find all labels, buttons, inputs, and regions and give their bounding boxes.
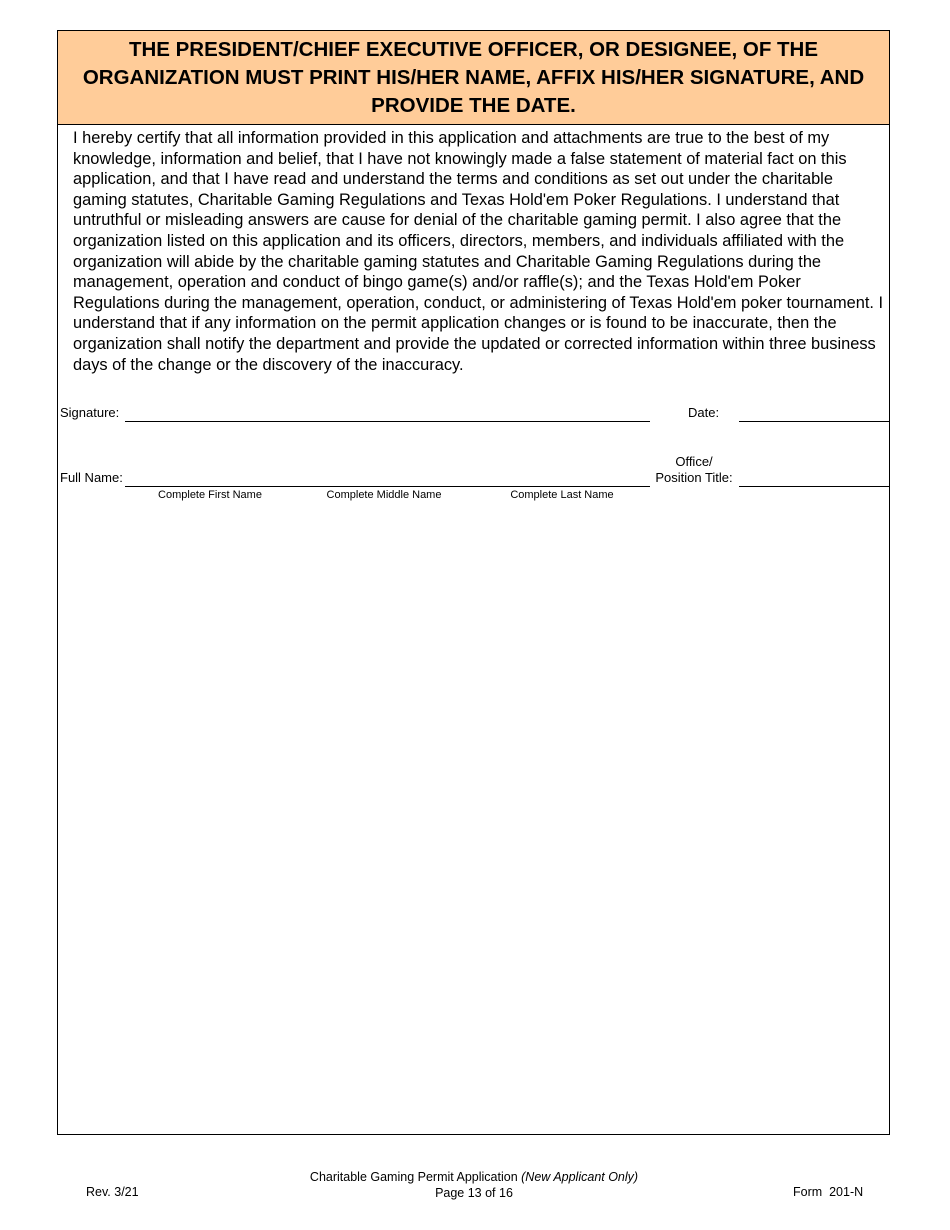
form-frame xyxy=(57,30,890,1135)
application-title-text: Charitable Gaming Permit Application xyxy=(309,1170,522,1184)
middle-name-caption: Complete Middle Name xyxy=(326,489,442,501)
signature-label: Signature: xyxy=(60,405,120,420)
application-title-qualifier: (New Applicant Only) xyxy=(521,1170,639,1184)
date-label: Date: xyxy=(688,405,720,420)
first-name-caption: Complete First Name xyxy=(158,489,262,501)
page-number: Page 13 of 16 xyxy=(435,1186,513,1200)
office-title-line[interactable] xyxy=(739,486,890,487)
office-label-line1: Office/ xyxy=(675,454,713,469)
application-title xyxy=(274,1170,674,1185)
office-label-line2: Position Title: xyxy=(655,470,733,485)
instruction-header: THE PRESIDENT/CHIEF EXECUTIVE OFFICER, OR DESIGNEE, OF THE ORGANIZATION MUST PRINT HIS/HER NAME, AFFIX HIS/HER SIGNATURE, AND PROVIDE THE DATE. xyxy=(58,31,889,125)
full-name-line[interactable] xyxy=(125,486,650,487)
full-name-label: Full Name: xyxy=(60,470,123,485)
revision-date: Rev. 3/21 xyxy=(86,1185,139,1199)
last-name-caption: Complete Last Name xyxy=(510,489,614,501)
certification-statement: I hereby certify that all information provided in this application and attachments are true to the best of my knowledge, information and belief, that I have not knowingly made a false statement of material fact on this application, and that I have read and understand the terms and conditions as set out under the charitable gaming statutes, Charitable Gaming Regulations and Texas Hold'em Poker Regulations. I understand that untruthful or misleading answers are cause for denial of the charitable gaming permit. I also agree that the organization listed on this application and its officers, directors, members, and individuals affiliated with the organization will abide by the charitable gaming statutes and Charitable Gaming Regulations during the management, operation and conduct of bingo game(s) and/or raffle(s); and the Texas Hold'em Poker Regulations during the management, operation, conduct, or administering of Texas Hold'em poker tournament. I understand that if any information on the permit application changes or is found to be inaccurate, then the organization shall notify the department and provide the updated or corrected information within three business days of the change or the discovery of the inaccuracy. xyxy=(73,129,884,374)
form-number: Form 201-N xyxy=(793,1185,864,1199)
signature-line[interactable] xyxy=(125,421,650,422)
date-line[interactable] xyxy=(739,421,890,422)
